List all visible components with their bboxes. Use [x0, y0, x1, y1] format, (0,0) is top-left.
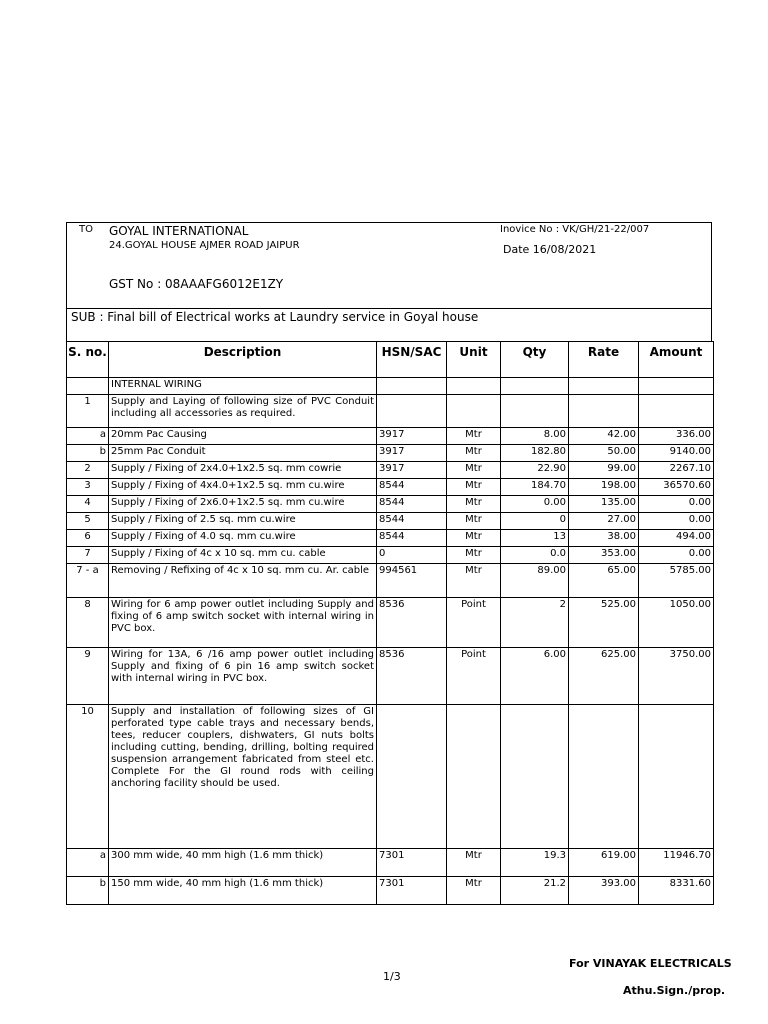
- table-row: [67, 564, 714, 598]
- table-row: [67, 547, 714, 564]
- cell-hsn: [377, 395, 447, 428]
- table-row: [67, 395, 714, 428]
- col-sno-header: S. no.: [67, 342, 109, 378]
- cell-qty: 182.80: [501, 445, 569, 462]
- cell-sno: 7 - a: [67, 564, 109, 598]
- invoice-date: Date 16/08/2021: [503, 243, 597, 256]
- cell-desc: 20mm Pac Causing: [109, 428, 377, 445]
- cell-sno: 10: [67, 705, 109, 849]
- gst-number: GST No : 08AAAFG6012E1ZY: [109, 277, 284, 291]
- cell-hsn: 8536: [377, 648, 447, 705]
- cell-unit: Mtr: [447, 877, 501, 905]
- company-address: 24.GOYAL HOUSE AJMER ROAD JAIPUR: [109, 240, 300, 251]
- cell-rate: [569, 378, 639, 395]
- cell-amount: 336.00: [639, 428, 714, 445]
- cell-sno: 9: [67, 648, 109, 705]
- cell-amount: 9140.00: [639, 445, 714, 462]
- cell-desc: Supply / Fixing of 2x4.0+1x2.5 sq. mm cowrie: [109, 462, 377, 479]
- subject-row: [66, 309, 712, 342]
- cell-hsn: 7301: [377, 849, 447, 877]
- cell-desc: Supply / Fixing of 4.0 sq. mm cu.wire: [109, 530, 377, 547]
- cell-rate: [569, 705, 639, 849]
- cell-desc: Supply and installation of following sizes of GI perforated type cable trays and necessary bends, tees, reducer couplers, dishwaters, GI nuts bolts including cutting, bending, drilling, bolting required suspension arrangement fabricated from steel etc. Complete For the GI round rods with ceiling anchoring facility should be used.: [109, 705, 377, 849]
- cell-qty: 184.70: [501, 479, 569, 496]
- cell-unit: Mtr: [447, 428, 501, 445]
- cell-qty: 89.00: [501, 564, 569, 598]
- cell-desc: Supply / Fixing of 4x4.0+1x2.5 sq. mm cu.wire: [109, 479, 377, 496]
- cell-amount: 5785.00: [639, 564, 714, 598]
- cell-sno: 2: [67, 462, 109, 479]
- cell-rate: [569, 395, 639, 428]
- cell-desc: 300 mm wide, 40 mm high (1.6 mm thick): [109, 849, 377, 877]
- to-label: TO: [79, 224, 93, 235]
- cell-hsn: 8536: [377, 598, 447, 648]
- table-row: [67, 462, 714, 479]
- cell-hsn: 8544: [377, 479, 447, 496]
- cell-amount: 1050.00: [639, 598, 714, 648]
- cell-desc: Supply / Fixing of 2x6.0+1x2.5 sq. mm cu.wire: [109, 496, 377, 513]
- cell-unit: Mtr: [447, 462, 501, 479]
- col-hsn-header: HSN/SAC: [377, 342, 447, 378]
- cell-hsn: 3917: [377, 462, 447, 479]
- cell-rate: 619.00: [569, 849, 639, 877]
- cell-unit: Mtr: [447, 547, 501, 564]
- cell-amount: [639, 395, 714, 428]
- cell-hsn: 8544: [377, 513, 447, 530]
- cell-unit: [447, 395, 501, 428]
- cell-unit: Mtr: [447, 564, 501, 598]
- cell-qty: 19.3: [501, 849, 569, 877]
- cell-qty: 0.00: [501, 496, 569, 513]
- cell-hsn: 994561: [377, 564, 447, 598]
- invoice-header-box: [66, 222, 712, 309]
- table-row: [67, 877, 714, 905]
- cell-desc: Removing / Refixing of 4c x 10 sq. mm cu. Ar. cable: [109, 564, 377, 598]
- table-row: [67, 496, 714, 513]
- cell-qty: 0.0: [501, 547, 569, 564]
- cell-qty: [501, 395, 569, 428]
- cell-qty: 8.00: [501, 428, 569, 445]
- cell-desc: INTERNAL WIRING: [109, 378, 377, 395]
- cell-unit: Mtr: [447, 496, 501, 513]
- cell-sno: 4: [67, 496, 109, 513]
- cell-amount: 3750.00: [639, 648, 714, 705]
- table-row: [67, 378, 714, 395]
- cell-qty: [501, 705, 569, 849]
- cell-rate: 50.00: [569, 445, 639, 462]
- col-qty-header: Qty: [501, 342, 569, 378]
- cell-hsn: 3917: [377, 428, 447, 445]
- cell-desc: Wiring for 6 amp power outlet including Supply and fixing of 6 amp switch socket with internal wiring in PVC box.: [109, 598, 377, 648]
- cell-rate: 99.00: [569, 462, 639, 479]
- cell-unit: [447, 378, 501, 395]
- table-row: [67, 705, 714, 849]
- cell-desc: Supply / Fixing of 4c x 10 sq. mm cu. cable: [109, 547, 377, 564]
- cell-sno: 5: [67, 513, 109, 530]
- table-row: [67, 849, 714, 877]
- cell-desc: Supply and Laying of following size of PVC Conduit including all accessories as required.: [109, 395, 377, 428]
- cell-sno: 6: [67, 530, 109, 547]
- cell-rate: 65.00: [569, 564, 639, 598]
- cell-sno: a: [67, 428, 109, 445]
- table-header-row: [67, 342, 714, 378]
- company-name: GOYAL INTERNATIONAL: [109, 224, 249, 238]
- cell-sno: 1: [67, 395, 109, 428]
- cell-desc: 150 mm wide, 40 mm high (1.6 mm thick): [109, 877, 377, 905]
- cell-qty: [501, 378, 569, 395]
- invoice-number: Inovice No : VK/GH/21-22/007: [500, 224, 650, 235]
- cell-rate: 625.00: [569, 648, 639, 705]
- cell-sno: b: [67, 877, 109, 905]
- cell-unit: Mtr: [447, 479, 501, 496]
- cell-sno: a: [67, 849, 109, 877]
- cell-sno: 8: [67, 598, 109, 648]
- cell-rate: 27.00: [569, 513, 639, 530]
- cell-rate: 353.00: [569, 547, 639, 564]
- cell-desc: Supply / Fixing of 2.5 sq. mm cu.wire: [109, 513, 377, 530]
- cell-unit: Mtr: [447, 445, 501, 462]
- cell-rate: 525.00: [569, 598, 639, 648]
- cell-qty: 13: [501, 530, 569, 547]
- signature-label: Athu.Sign./prop.: [623, 984, 726, 997]
- cell-unit: Point: [447, 598, 501, 648]
- cell-hsn: [377, 705, 447, 849]
- col-description-header: Description: [109, 342, 377, 378]
- cell-amount: [639, 705, 714, 849]
- cell-amount: 2267.10: [639, 462, 714, 479]
- cell-hsn: 7301: [377, 877, 447, 905]
- cell-qty: 22.90: [501, 462, 569, 479]
- cell-hsn: 8544: [377, 496, 447, 513]
- page-number: 1/3: [383, 970, 401, 983]
- cell-amount: 494.00: [639, 530, 714, 547]
- cell-amount: 8331.60: [639, 877, 714, 905]
- cell-rate: 135.00: [569, 496, 639, 513]
- cell-amount: 11946.70: [639, 849, 714, 877]
- cell-hsn: 8544: [377, 530, 447, 547]
- cell-rate: 198.00: [569, 479, 639, 496]
- subject-text: SUB : Final bill of Electrical works at Laundry service in Goyal house: [71, 310, 479, 324]
- table-row: [67, 598, 714, 648]
- cell-sno: b: [67, 445, 109, 462]
- cell-amount: 0.00: [639, 496, 714, 513]
- cell-qty: 2: [501, 598, 569, 648]
- cell-rate: 393.00: [569, 877, 639, 905]
- cell-hsn: [377, 378, 447, 395]
- cell-desc: Wiring for 13A, 6 /16 amp power outlet including Supply and fixing of 6 pin 16 amp switch socket with internal wiring in PVC box.: [109, 648, 377, 705]
- items-table: [66, 341, 714, 905]
- col-rate-header: Rate: [569, 342, 639, 378]
- cell-amount: [639, 378, 714, 395]
- cell-unit: Point: [447, 648, 501, 705]
- cell-qty: 6.00: [501, 648, 569, 705]
- cell-desc: 25mm Pac Conduit: [109, 445, 377, 462]
- table-row: [67, 530, 714, 547]
- table-row: [67, 479, 714, 496]
- table-row: [67, 513, 714, 530]
- table-row: [67, 428, 714, 445]
- table-row: [67, 445, 714, 462]
- cell-rate: 42.00: [569, 428, 639, 445]
- table-row: [67, 648, 714, 705]
- for-company: For VINAYAK ELECTRICALS: [569, 957, 732, 970]
- col-unit-header: Unit: [447, 342, 501, 378]
- cell-qty: 21.2: [501, 877, 569, 905]
- cell-qty: 0: [501, 513, 569, 530]
- cell-amount: 0.00: [639, 513, 714, 530]
- cell-rate: 38.00: [569, 530, 639, 547]
- cell-unit: Mtr: [447, 530, 501, 547]
- cell-sno: [67, 378, 109, 395]
- cell-amount: 0.00: [639, 547, 714, 564]
- cell-unit: Mtr: [447, 513, 501, 530]
- cell-unit: Mtr: [447, 849, 501, 877]
- cell-unit: [447, 705, 501, 849]
- cell-hsn: 3917: [377, 445, 447, 462]
- cell-hsn: 0: [377, 547, 447, 564]
- cell-sno: 7: [67, 547, 109, 564]
- cell-amount: 36570.60: [639, 479, 714, 496]
- col-amount-header: Amount: [639, 342, 714, 378]
- cell-sno: 3: [67, 479, 109, 496]
